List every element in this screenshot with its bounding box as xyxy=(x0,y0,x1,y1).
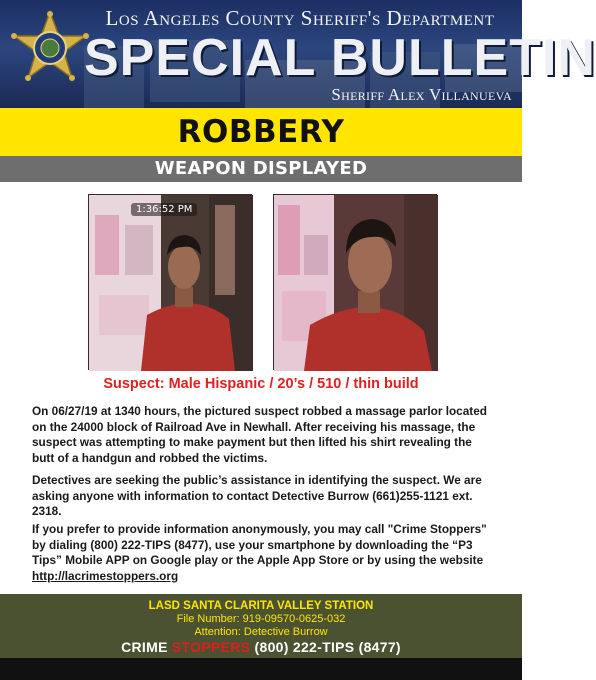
crime-type-title: ROBBERY xyxy=(177,114,345,150)
crime-subtitle: WEAPON DISPLAYED xyxy=(154,158,368,179)
sheriff-star-badge-icon xyxy=(10,10,90,90)
file-number: File Number: 919-09570-0625-032 xyxy=(176,613,346,625)
crime-stoppers-phone: (800) 222-TIPS (8477) xyxy=(254,639,401,655)
crime-word: CRIME xyxy=(121,639,168,655)
bulletin-title: SPECIAL BULLETIN xyxy=(84,29,596,87)
anonymous-tip-text: If you prefer to provide information anonymously, you may call "Crime Stoppers" by dialing (800) 222-TIPS (8477), use your smartphone by downloading the “P3 Tips” Mobile APP on Google play or the Apple App Store or by using the website xyxy=(32,522,487,567)
sheriff-name: Sheriff Alex Villanueva xyxy=(331,85,512,104)
incident-paragraph: On 06/27/19 at 1340 hours, the pictured suspect robbed a massage parlor located on the 24000 block of Railroad Ave in Newhall. After receiving his massage, the suspect was attempting to make payment but then lifted his shirt revealing the butt of a handgun and robbed the victims. xyxy=(32,404,487,465)
bulletin-body xyxy=(0,182,522,594)
footer xyxy=(0,594,522,658)
video-timestamp: 1:36:52 PM xyxy=(131,203,197,216)
header xyxy=(0,0,596,108)
crime-type-band xyxy=(0,108,522,156)
department-name: Los Angeles County Sheriff's Department xyxy=(105,6,495,30)
suspect-photo-2 xyxy=(273,194,437,370)
suspect-photo-1 xyxy=(88,194,252,370)
assistance-paragraph: Detectives are seeking the public’s assistance in identifying the suspect. We are asking anyone with information to contact Detective Burrow (661)255-1121 ext. 2318. xyxy=(32,473,482,518)
anonymous-tip-paragraph xyxy=(32,522,494,584)
attention-line: Attention: Detective Burrow xyxy=(194,626,328,638)
stoppers-word: STOPPERS xyxy=(171,639,251,655)
crime-stoppers-line xyxy=(0,639,522,656)
crime-stoppers-link[interactable]: http://lacrimestoppers.org xyxy=(32,568,179,583)
bottom-bar xyxy=(0,658,522,680)
station-name: LASD SANTA CLARITA VALLEY STATION xyxy=(148,600,374,612)
suspect-description: Suspect: Male Hispanic / 20’s / 510 / thin build xyxy=(103,376,419,392)
subtitle-band xyxy=(0,156,522,182)
